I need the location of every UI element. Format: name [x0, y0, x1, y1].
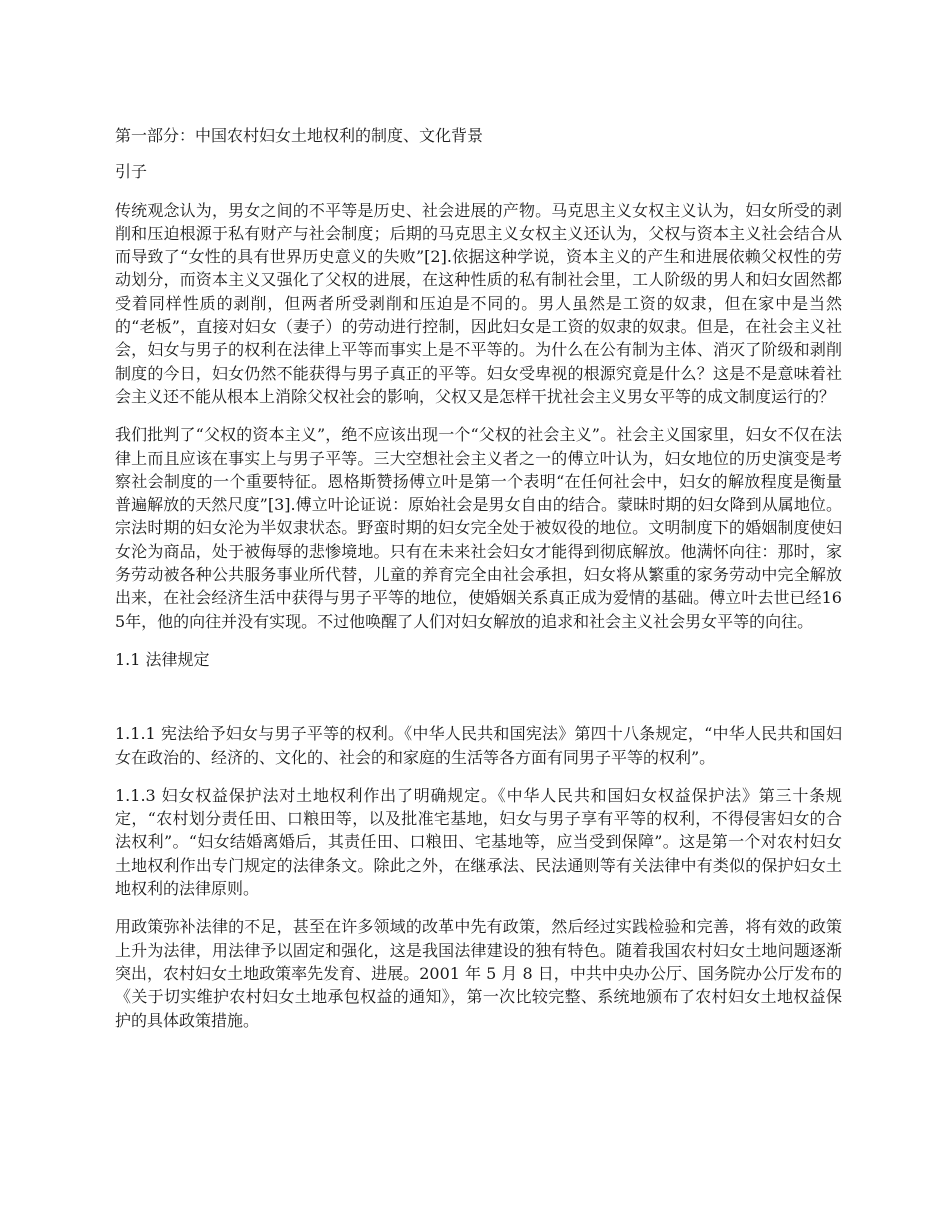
paragraph-intro-2: 我们批判了“父权的资本主义”，绝不应该出现一个“父权的社会主义”。社会主义国家里，妇女不仅在法律上而且应该在事实上与男子平等。三大空想社会主义者之一的傅立叶认为，妇女地位的历史演变是考察社会制度的一个重要特征。恩格斯赞扬傅立叶是第一个表明“在任何社会中，妇女的解放程度是衡量普遍解放的天然尺度”[3].傅立叶论证说：原始社会是男女自由的结合。蒙昧时期的妇女降到从属地位。宗法时期的妇女沦为半奴隶状态。野蛮时期的妇女完全处于被奴役的地位。文明制度下的婚姻制度使妇女沦为商品，处于被侮辱的悲惨境地。只有在未来社会妇女才能得到彻底解放。他满怀向往：那时，家务劳动被各种公共服务事业所代替，儿童的养育完全由社会承担，妇女将从繁重的家务劳动中完全解放出来，在社会经济生活中获得与男子平等的地位，使婚姻关系真正成为爱情的基础。傅立叶去世已经165年，他的向往并没有实现。不过他唤醒了人们对妇女解放的追求和社会主义社会男女平等的向往。: [115, 425, 842, 631]
paragraph-intro-1: 传统观念认为，男女之间的不平等是历史、社会进展的产物。马克思主义女权主义认为，妇女所受的剥削和压迫根源于私有财产与社会制度；后期的马克思主义女权主义还认为，父权与资本主义社会结合从而导致了“女性的具有世界历史意义的失败”[2].依据这种学说，资本主义的产生和进展依赖父权性的劳动划分，而资本主义又强化了父权的进展，在这种性质的私有制社会里，工人阶级的男人和妇女固然都受着同样性质的剥削，但两者所受剥削和压迫是不同的。男人虽然是工资的奴隶，但在家中是当然的“老板”，直接对妇女（妻子）的劳动进行控制，因此妇女是工资的奴隶的奴隶。但是，在社会主义社会，妇女与男子的权利在法律上平等而事实上是不平等的。为什么在公有制为主体、消灭了阶级和剥削制度的今日，妇女仍然不能获得与男子真正的平等。妇女受卑视的根源究竟是什么？这是不是意味着社会主义还不能从根本上消除父权社会的影响，父权又是怎样干扰社会主义男女平等的成文制度运行的？: [115, 200, 842, 406]
intro-heading: 引子: [115, 162, 148, 182]
section-heading: 1.1 法律规定: [115, 649, 210, 669]
document-title: 第一部分：中国农村妇女土地权利的制度、文化背景: [115, 126, 484, 145]
paragraph-women-rights-law: 1.1.3 妇女权益保护法对土地权利作出了明确规定。《中华人民共和国妇女权益保护法》第三十条规定，“农村划分责任田、口粮田等，以及批准宅基地，妇女与男子享有平等的权利，不得侵害妇女的合法权利”。“妇女结婚离婚后，其责任田、口粮田、宅基地等，应当受到保障”。这是第一个对农村妇女土地权利作出专门规定的法律条文。除此之外，在继承法、民法通则等有关法律中有类似的保护妇女土地权利的法律原则。: [115, 785, 842, 899]
paragraph-policy: 用政策弥补法律的不足，甚至在许多领域的改革中先有政策，然后经过实践检验和完善，将有效的政策上升为法律，用法律予以固定和强化，这是我国法律建设的独有特色。随着我国农村妇女土地问题逐渐突出，农村妇女土地政策率先发育、进展。2001 年 5 月 8 日，中共中央办公厅、国务院办公厅发布的《关于切实维护农村妇女土地承包权益的通知》，第一次比较完整、系统地颁布了农村妇女土地权益保护的具体政策措施。: [115, 917, 842, 1030]
document-page: [115, 124, 842, 1047]
paragraph-constitution: 1.1.1 宪法给予妇女与男子平等的权利。《中华人民共和国宪法》第四十八条规定，“中华人民共和国妇女在政治的、经济的、文化的、社会的和家庭的生活等各方面有同男子平等的权利”。: [115, 724, 842, 767]
